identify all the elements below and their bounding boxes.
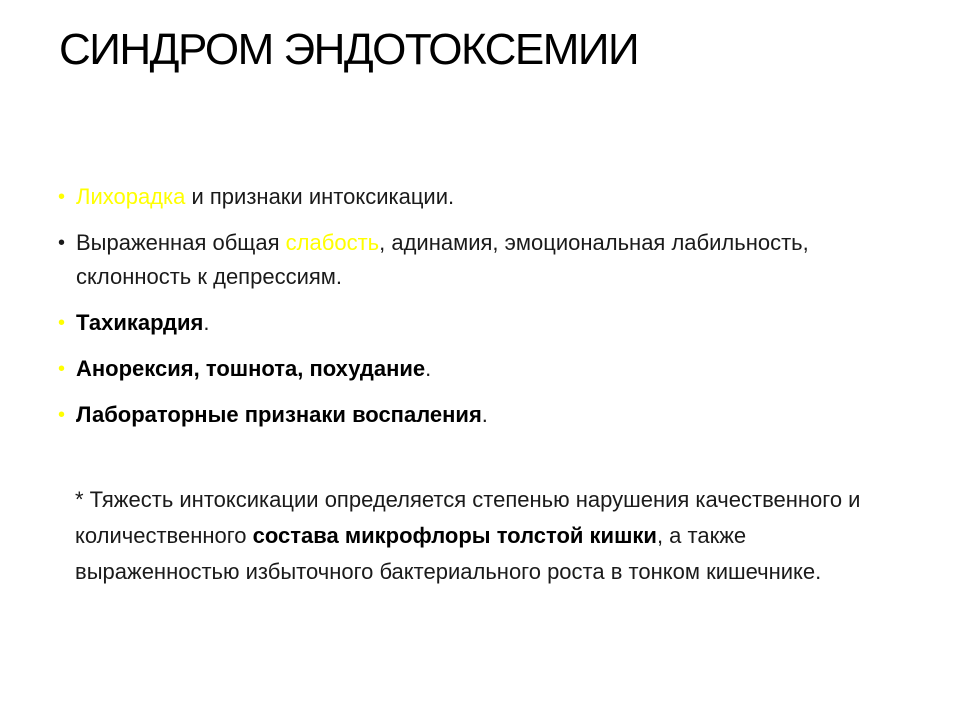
bullet-marker: • [58,232,66,254]
footnote-text-pre: * Тяжесть интоксикации определяется степенью нарушения качественного и количественного [75,487,861,548]
highlight-tachycardia: Тахикардия [76,310,204,335]
bullet-text: . [481,402,488,427]
footnote [75,482,875,590]
highlight-anorexia: Анорексия [76,356,194,381]
slide-title: СИНДРОМ ЭНДОТОКСЕМИИ [59,25,639,74]
highlight-fever: Лихорадка [76,184,186,209]
bullet-anorexia [58,352,898,386]
bullet-text-bold: , тошнота, похудание [193,356,426,381]
bullet-text: , адинамия, эмоциональная лабильность, склонность к депрессиям. [76,230,809,289]
bullet-text: . [203,310,210,335]
bullet-fever [58,180,898,214]
highlight-weakness: слабость [285,230,380,255]
bullet-tachycardia [58,306,898,340]
bullet-text: и признаки интоксикации. [185,184,455,209]
bullet-lab-signs [58,398,898,432]
bullet-list [58,180,898,444]
bullet-marker: • [58,358,66,380]
bullet-text-pre: Выраженная общая [76,230,286,255]
bullet-text: . [425,356,432,381]
highlight-microflora: состава микрофлоры толстой кишки [252,523,657,548]
footnote-text: , а также выраженностью избыточного бактериального роста в тонком кишечнике. [75,523,822,584]
highlight-lab-signs: Лабораторные признаки воспаления [76,402,482,427]
bullet-marker: • [58,186,66,208]
bullet-marker: • [58,404,66,426]
bullet-marker: • [58,312,66,334]
bullet-weakness [58,226,898,294]
